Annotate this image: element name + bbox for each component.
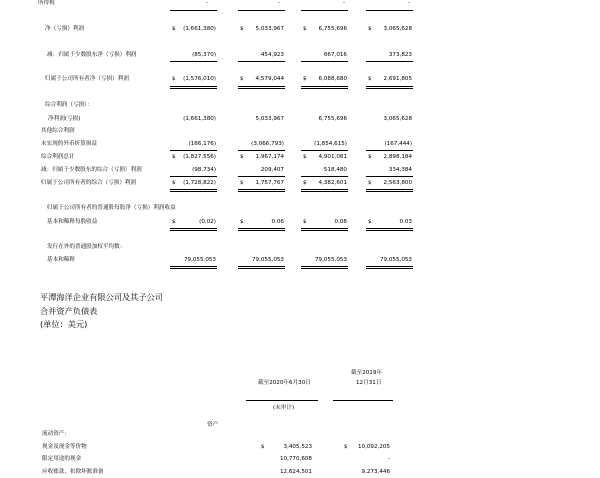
currency-symbol: $ <box>172 76 176 82</box>
cell-value: 3,065,628 <box>383 26 412 32</box>
section-header-comprehensive-income: 综合利润（亏损）： <box>45 102 93 108</box>
currency-symbol: $ <box>303 76 307 82</box>
cell-value: 79,055,053 <box>251 257 284 263</box>
row-label-minority-interest: 减：归属于少数股东净（亏损）利润 <box>47 52 137 58</box>
cell-value: 5,033,967 <box>255 116 284 122</box>
row-label-ci-total: 综合利润总计 <box>41 154 75 160</box>
row-label-net-income: 净（亏损）利润 <box>45 26 85 32</box>
currency-symbol: $ <box>240 219 244 225</box>
currency-symbol: $ <box>303 154 307 160</box>
cell-value: 4,382,601 <box>318 180 347 186</box>
cell-value: - <box>277 0 280 6</box>
cell-value: (85,370) <box>192 52 216 58</box>
cell-value: 209,407 <box>260 167 284 173</box>
currency-symbol: $ <box>368 154 372 160</box>
currency-symbol: $ <box>303 26 307 32</box>
row-label-eps: 基本和稀释每股收益 <box>47 219 98 225</box>
cell-value: 6,755,696 <box>318 116 347 122</box>
currency-symbol: $ <box>172 26 176 32</box>
company-name: 平潭海洋企业有限公司及其子公司 <box>40 292 163 302</box>
cell-value: (1,728,822) <box>183 180 216 186</box>
cell-value: 2,563,800 <box>383 180 412 186</box>
column-header-2020: 截至2020年6月30日 <box>258 380 311 386</box>
section-header-eps: 归属于公司所有者的普通股每股净（亏损）利润收益 <box>47 205 176 211</box>
cell-value: 10,092,205 <box>357 444 390 450</box>
section-header-weighted-shares: 发行在外的普通股加权平均数： <box>47 244 126 250</box>
cell-value: 9,273,446 <box>361 469 390 475</box>
row-label-basic-diluted: 基本和稀释 <box>47 257 75 263</box>
currency-symbol: $ <box>368 219 372 225</box>
currency-symbol: $ <box>344 444 348 450</box>
row-label-accounts-receivable: 应收账款，扣除坏账准备 <box>42 469 104 475</box>
cell-value: (167,444) <box>384 141 412 147</box>
cell-value: 10,770,608 <box>279 456 312 462</box>
currency-symbol: $ <box>261 444 265 450</box>
cell-value: 667,016 <box>323 52 347 58</box>
cell-value: (3,066,793) <box>251 141 284 147</box>
cell-value: 2,898,184 <box>383 154 412 160</box>
cell-value: 2,691,805 <box>383 76 412 82</box>
cell-value: (166,176) <box>188 141 216 147</box>
currency-symbol: $ <box>303 180 307 186</box>
currency-symbol: $ <box>172 219 176 225</box>
cell-value: 79,055,053 <box>314 257 347 263</box>
cell-value: (0.02) <box>199 219 216 225</box>
currency-symbol: $ <box>303 219 307 225</box>
cell-value: 0.08 <box>334 219 347 225</box>
unit-label: (单位：美元) <box>40 319 88 329</box>
cell-value: 79,055,053 <box>379 257 412 263</box>
row-label-restricted-cash: 限定用途的现金 <box>42 456 82 462</box>
cell-value: 12,624,501 <box>279 469 312 475</box>
row-label-cash: 现金及现金等价物 <box>42 444 87 450</box>
column-header-2019-line1: 截至2019年 <box>351 370 383 376</box>
cell-value: 4,579,044 <box>255 76 284 82</box>
cell-value: 3,065,628 <box>383 116 412 122</box>
currency-symbol: $ <box>368 26 372 32</box>
column-header-2019-line2: 12月31日 <box>356 380 382 386</box>
cell-value: (98,734) <box>192 167 216 173</box>
cell-value: 0.06 <box>271 219 284 225</box>
row-label-ci-minority: 减：归属于少数股东的综合（亏损）利润 <box>41 167 142 173</box>
cell-value: 454,923 <box>260 52 284 58</box>
cell-value: 6,088,680 <box>318 76 347 82</box>
currency-symbol: $ <box>240 154 244 160</box>
cell-value: 334,384 <box>388 167 412 173</box>
currency-symbol: $ <box>240 180 244 186</box>
currency-symbol: $ <box>368 76 372 82</box>
cell-value: 1,967,174 <box>255 154 284 160</box>
cell-value: 4,901,081 <box>318 154 347 160</box>
cell-value: - <box>342 0 345 6</box>
cell-value: 1,757,767 <box>255 180 284 186</box>
row-label-ci-common: 归属于公司所有者的综合（亏损）利润 <box>41 180 137 186</box>
cell-value: 0.03 <box>399 219 412 225</box>
cell-value: - <box>407 0 410 6</box>
currency-symbol: $ <box>240 26 244 32</box>
section-header-other-ci: 其他综合利润 <box>41 128 75 134</box>
currency-symbol: $ <box>172 180 176 186</box>
cell-value: - <box>205 0 208 6</box>
cell-value: - <box>387 456 390 462</box>
section-header-assets: 资产 <box>207 422 219 428</box>
cell-value: 5,033,967 <box>255 26 284 32</box>
currency-symbol: $ <box>172 154 176 160</box>
row-label-ci-net-income: 净利润(亏损) <box>48 116 81 122</box>
cell-value: 518,480 <box>323 167 347 173</box>
row-label-net-income-common: 归属于公司所有者净（亏损）利润 <box>45 76 129 82</box>
currency-symbol: $ <box>368 180 372 186</box>
cell-value: (1,661,380) <box>183 26 216 32</box>
section-header-current-assets: 流动资产： <box>42 431 70 437</box>
unaudited-label: (未审计) <box>273 405 295 411</box>
cell-value: 373,823 <box>388 52 412 58</box>
cell-value: 79,055,053 <box>183 257 216 263</box>
statement-title: 合并资产负债表 <box>40 306 98 316</box>
row-label-income-tax: 所得税 <box>38 0 55 6</box>
cell-value: 3,405,523 <box>283 444 312 450</box>
row-label-fx-translation: 未实现的外币折算损益 <box>41 141 97 147</box>
cell-value: (1,854,615) <box>314 141 347 147</box>
cell-value: (1,661,380) <box>183 116 216 122</box>
cell-value: 6,755,696 <box>318 26 347 32</box>
cell-value: (1,827,556) <box>183 154 216 160</box>
currency-symbol: $ <box>240 76 244 82</box>
cell-value: (1,576,010) <box>183 76 216 82</box>
